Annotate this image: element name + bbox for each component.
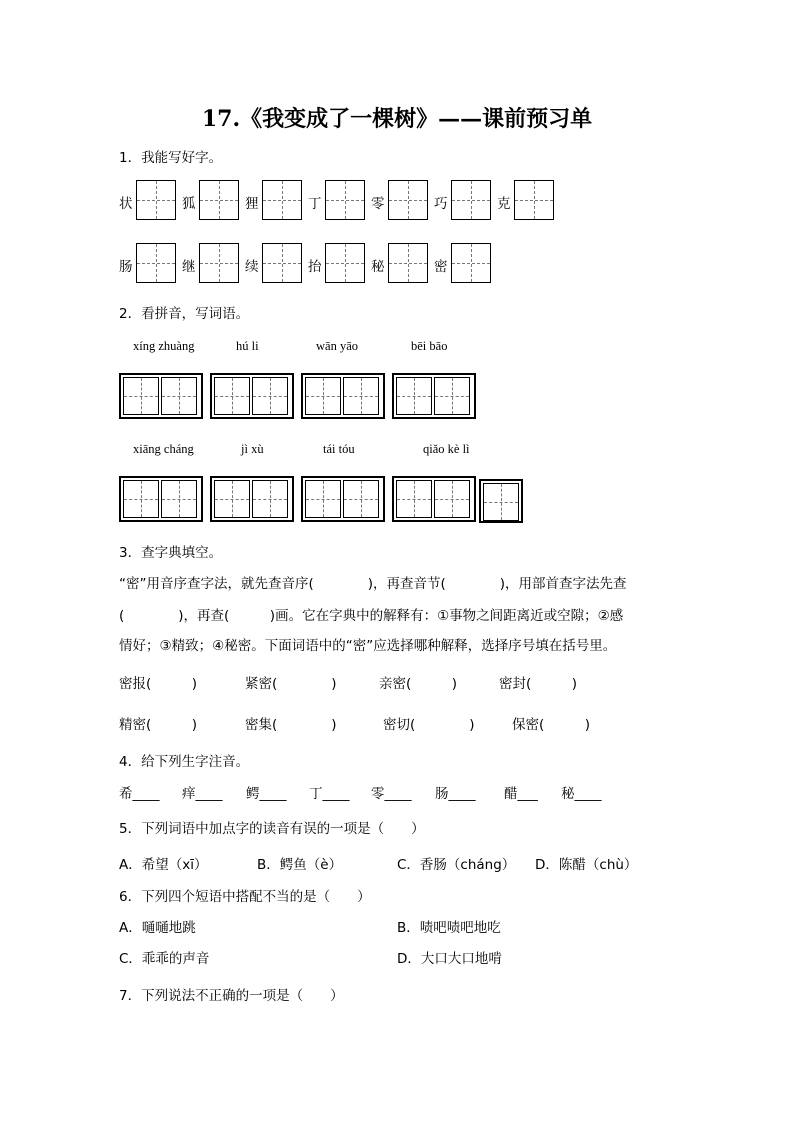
q1-char-label: 状 bbox=[119, 196, 133, 212]
q5-option-b[interactable]: B．鳄鱼（è） bbox=[257, 857, 343, 873]
pinyin-label: jì xù bbox=[241, 442, 264, 456]
q3-paragraph-line: “密”用音序查字法，就先查音序( )，再查音节( )，用部首查字法先查 bbox=[119, 576, 627, 592]
writing-box[interactable] bbox=[388, 180, 428, 220]
writing-box[interactable] bbox=[136, 180, 176, 220]
q3-word-blank[interactable]: 密切( ) bbox=[383, 717, 475, 733]
q3-heading: 3．查字典填空。 bbox=[119, 545, 223, 561]
pinyin-label: hú li bbox=[236, 339, 259, 353]
q5-option-a[interactable]: A．希望（xī） bbox=[119, 857, 208, 873]
q1-char-label: 继 bbox=[182, 259, 196, 275]
page-title: 17.《我变成了一棵树》——课前预习单 bbox=[201, 106, 593, 132]
q4-phonetic-blank[interactable]: 醋___ bbox=[504, 786, 538, 802]
q6-option-d[interactable]: D．大口大口地啃 bbox=[397, 951, 502, 967]
vocab-box-group[interactable] bbox=[301, 373, 385, 419]
q3-paragraph-line: ( )，再查( )画。它在字典中的解释有：①事物之间距离近或空隙；②感 bbox=[119, 608, 624, 624]
pinyin-label: wān yāo bbox=[316, 339, 358, 353]
writing-box[interactable] bbox=[514, 180, 554, 220]
writing-box[interactable] bbox=[262, 180, 302, 220]
q4-phonetic-blank[interactable]: 鳄____ bbox=[246, 786, 287, 802]
vocab-box-group[interactable] bbox=[210, 373, 294, 419]
q5-heading: 5．下列词语中加点字的读音有误的一项是（ ） bbox=[119, 821, 425, 837]
writing-box[interactable] bbox=[325, 243, 365, 283]
pinyin-label: qiǎo kè lì bbox=[423, 442, 470, 456]
q6-option-b[interactable]: B．啧吧啧吧地吃 bbox=[397, 920, 501, 936]
vocab-box-group[interactable] bbox=[210, 476, 294, 522]
vocab-box-group[interactable] bbox=[119, 476, 203, 522]
q3-word-blank[interactable]: 保密( ) bbox=[512, 717, 591, 733]
pinyin-label: tái tóu bbox=[323, 442, 355, 456]
q4-phonetic-blank[interactable]: 肠____ bbox=[435, 786, 476, 802]
q3-word-blank[interactable]: 精密( ) bbox=[119, 717, 198, 733]
q6-heading: 6．下列四个短语中搭配不当的是（ ） bbox=[119, 889, 371, 905]
q1-char-label: 零 bbox=[371, 196, 385, 212]
pinyin-label: xíng zhuàng bbox=[133, 339, 195, 353]
q1-char-label: 密 bbox=[434, 259, 448, 275]
vocab-box-group[interactable] bbox=[392, 373, 476, 419]
q3-word-blank[interactable]: 密报( ) bbox=[119, 676, 198, 692]
q4-phonetic-blank[interactable]: 丁____ bbox=[309, 786, 350, 802]
q1-char-label: 狸 bbox=[245, 196, 259, 212]
writing-box[interactable] bbox=[136, 243, 176, 283]
writing-box[interactable] bbox=[325, 180, 365, 220]
q4-phonetic-blank[interactable]: 痒____ bbox=[182, 786, 223, 802]
writing-box[interactable] bbox=[199, 180, 239, 220]
q6-option-c[interactable]: C．乖乖的声音 bbox=[119, 951, 210, 967]
vocab-box-group[interactable] bbox=[392, 476, 476, 522]
q4-phonetic-blank[interactable]: 秘____ bbox=[561, 786, 602, 802]
q1-char-label: 克 bbox=[497, 196, 511, 212]
q6-option-a[interactable]: A．嗵嗵地跳 bbox=[119, 920, 196, 936]
writing-box[interactable] bbox=[451, 243, 491, 283]
q4-phonetic-blank[interactable]: 希____ bbox=[119, 786, 160, 802]
q3-paragraph-line: 情好；③精致；④秘密。下面词语中的“密”应选择哪种解释，选择序号填在括号里。 bbox=[119, 638, 617, 654]
q1-char-label: 丁 bbox=[308, 196, 322, 212]
vocab-box-group[interactable] bbox=[479, 479, 523, 523]
q5-option-c[interactable]: C．香肠（cháng） bbox=[397, 857, 516, 873]
writing-box[interactable] bbox=[388, 243, 428, 283]
pinyin-label: xiāng cháng bbox=[133, 442, 194, 456]
q1-heading: 1．我能写好字。 bbox=[119, 150, 223, 166]
q1-char-label: 续 bbox=[245, 259, 259, 275]
q4-heading: 4．给下列生字注音。 bbox=[119, 754, 250, 770]
q3-word-blank[interactable]: 密集( ) bbox=[245, 717, 337, 733]
pinyin-label: bēi bāo bbox=[411, 339, 448, 353]
q7-heading: 7．下列说法不正确的一项是（ ） bbox=[119, 988, 344, 1004]
writing-box[interactable] bbox=[199, 243, 239, 283]
q1-char-label: 巧 bbox=[434, 196, 448, 212]
q1-char-label: 抬 bbox=[308, 259, 322, 275]
q3-word-blank[interactable]: 亲密( ) bbox=[379, 676, 458, 692]
q4-phonetic-blank[interactable]: 零____ bbox=[371, 786, 412, 802]
q1-char-label: 狐 bbox=[182, 196, 196, 212]
q5-option-d[interactable]: D．陈醋（chù） bbox=[535, 857, 638, 873]
q3-word-blank[interactable]: 紧密( ) bbox=[245, 676, 337, 692]
q3-word-blank[interactable]: 密封( ) bbox=[499, 676, 578, 692]
vocab-box-group[interactable] bbox=[119, 373, 203, 419]
q2-heading: 2．看拼音，写词语。 bbox=[119, 306, 250, 322]
q1-char-label: 肠 bbox=[119, 259, 133, 275]
vocab-box-group[interactable] bbox=[301, 476, 385, 522]
q1-char-label: 秘 bbox=[371, 259, 385, 275]
writing-box[interactable] bbox=[262, 243, 302, 283]
writing-box[interactable] bbox=[451, 180, 491, 220]
